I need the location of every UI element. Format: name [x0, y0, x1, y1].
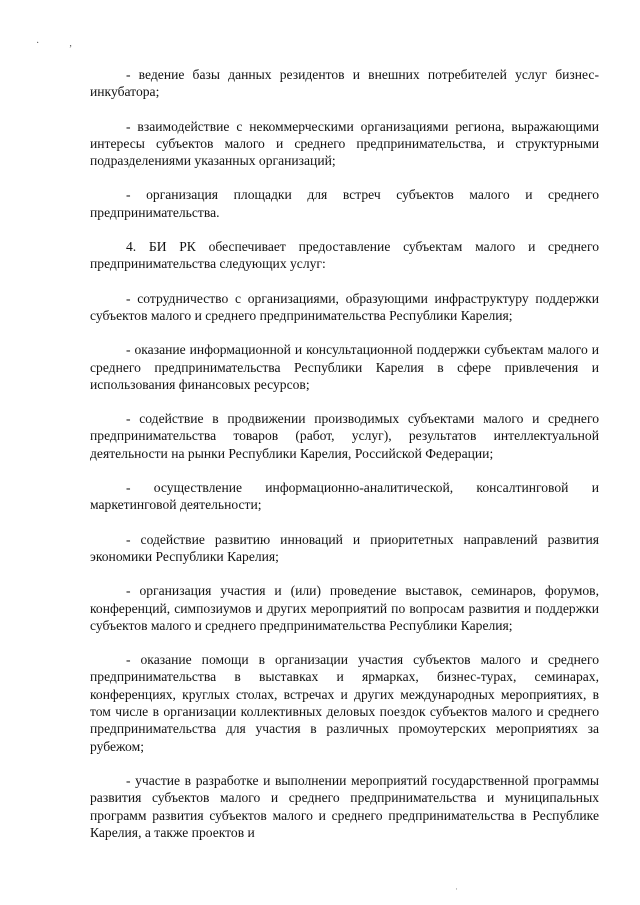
paragraph: - организация площадки для встреч субъектов малого и среднего предпринимательства. [90, 187, 599, 220]
paragraph: - взаимодействие с некоммерческими организациями региона, выражающими интересы субъектов малого и среднего предпринимательства, и структурными подразделениями указанных организаций; [90, 118, 599, 169]
document-body [90, 66, 599, 858]
paragraph: - сотрудничество с организациями, образующими инфраструктуру поддержки субъектов малого и среднего предпринимательства Республики Карелия; [90, 290, 599, 323]
paragraph: 4. БИ РК обеспечивает предоставление субъектам малого и среднего предпринимательства следующих услуг: [90, 239, 599, 272]
paragraph: - оказание информационной и консультационной поддержки субъектам малого и среднего предпринимательства Республики Карелия в сфере привлечения и использования финансовых ресурсов; [90, 342, 599, 392]
paragraph: - содействие в продвижении производимых субъектами малого и среднего предпринимательства товаров (работ, услуг), результатов интеллектуальной деятельности на рынки Республики Карелия, Российской Федерации; [90, 411, 599, 461]
paragraph: - содействие развитию инноваций и приоритетных направлений развития экономики Республики Карелия; [90, 531, 599, 564]
paragraph: - осуществление информационно-аналитической, консалтинговой и маркетинговой деятельности; [90, 480, 599, 513]
paragraph: - участие в разработке и выполнении мероприятий государственной программы развития субъектов малого и среднего предпринимательства и муниципальных программ развития субъектов малого и среднего предпринимательства в Республике Карелия, а также проектов и [90, 772, 599, 840]
scan-speck: · [455, 884, 458, 894]
paragraph: - организация участия и (или) проведение выставок, семинаров, форумов, конференций, симпозиумов и других мероприятий по вопросам развития и поддержки субъектов малого и среднего предпринимательства Республики Карелия; [90, 583, 599, 633]
scan-specks: ·, [36, 38, 102, 49]
paragraph: - ведение базы данных резидентов и внешних потребителей услуг бизнес-инкубатора; [90, 67, 599, 100]
paragraph: - оказание помощи в организации участия субъектов малого и среднего предпринимательства в выставках и ярмарках, бизнес-турах, семинарах, конференциях, круглых столах, встречах и других международных мероприятиях, в том числе в организации коллективных деловых поездок субъектов малого и среднего предпринимательства для участия в различных промоутерских мероприятиях за рубежом; [90, 652, 599, 754]
